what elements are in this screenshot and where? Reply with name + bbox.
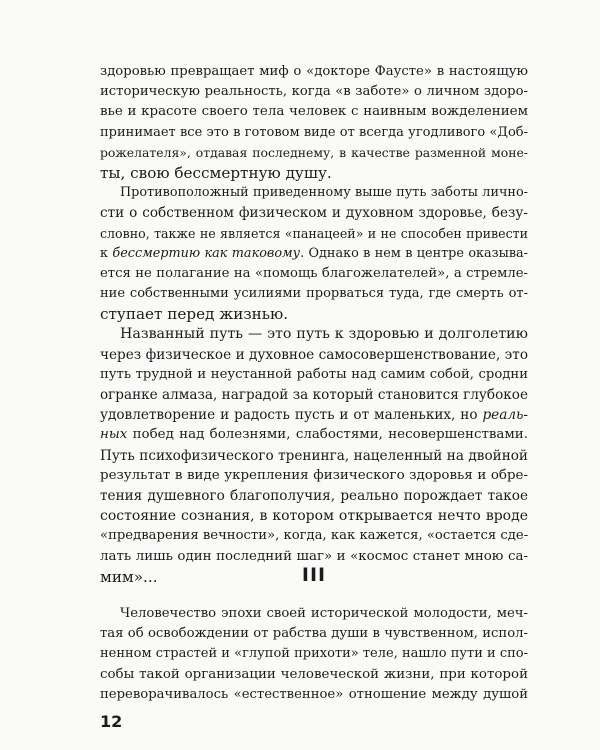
section-text [100, 604, 528, 705]
text-line: путь трудной и неустанной работы над самим собой, сродни [100, 366, 528, 382]
text-line: Названный путь — это путь к здоровью и долголетию [120, 326, 528, 343]
text-line: принимает все это в готовом виде от всегда угодливого «Доб- [100, 124, 528, 140]
text-line: ступает перед жизнью. [100, 305, 289, 324]
text-line: историческую реальность, когда «в заботе» о личном здоро- [100, 84, 528, 100]
text-line: результат в виде укрепления физического здоровья и обре- [100, 467, 528, 483]
text-line: «предварения вечности», когда, как кажется, «остается сде- [100, 528, 529, 544]
text-line: рожелателя», отдавая последнему, в качестве разменной моне- [100, 144, 528, 160]
text-line: Человечество эпохи своей исторической молодости, меч- [120, 606, 528, 621]
text-line: лать лишь один последний шаг» и «космос станет мною са- [100, 548, 528, 564]
text-line: ние собственными усилиями прорваться туда, где смерть от- [100, 286, 528, 302]
text-line: Противоположный приведенному выше путь заботы лично- [120, 185, 528, 201]
italic-phrase: ных [100, 427, 128, 443]
text-line: ных побед над болезнями, слабостями, несовершенствами. [100, 427, 528, 443]
text-line: словно, также не является «панацеей» и не способен привести [100, 225, 528, 241]
text-line: здоровью превращает миф о «докторе Фаусте» в настоящую [100, 64, 528, 79]
text-line: ненном страстей и «глупой прихоти» теле, нашло пути и спо- [100, 646, 528, 662]
text-line: Путь психофизического тренинга, нацеленный на двойной [100, 447, 528, 464]
text-line: мим»... [100, 567, 158, 586]
text-line: собы такой организации человеческой жизни, при которой [100, 666, 528, 682]
text-line: тения душевного благополучия, реально порождает такое [100, 487, 528, 504]
page-number: 12 [100, 712, 123, 731]
section-heading: III [301, 564, 327, 586]
text-line: через физическое и духовное самосовершенствование, это [100, 346, 528, 363]
text-line: тая об освобождении от рабства души в чувственном, испол- [100, 626, 528, 642]
text-line: сти о собственном физическом и духовном здоровье, безу- [100, 205, 528, 222]
text-line: удовлетворение и радость пусть и от маленьких, но реаль- [100, 407, 528, 424]
italic-phrase: реаль- [482, 407, 528, 424]
text-line: ты, свою бессмертную душу. [100, 163, 332, 182]
main-text [100, 62, 528, 587]
text-line: огранке алмаза, наградой за который становится глубокое [100, 387, 528, 403]
text-line: к бессмертию как таковому. Однако в нем в центре оказыва- [100, 245, 528, 261]
text-line: вье и красоте своего тела человек с наивным вожделением [100, 104, 528, 120]
text-line: ется не полагание на «помощь благожелателей», а стремле- [100, 265, 528, 281]
text-line: переворачивалось «естественное» отношение между душой [100, 686, 528, 702]
italic-phrase: бессмертию как таковому [112, 245, 301, 261]
text-line: состояние сознания, в котором открывается нечто вроде [100, 508, 528, 525]
